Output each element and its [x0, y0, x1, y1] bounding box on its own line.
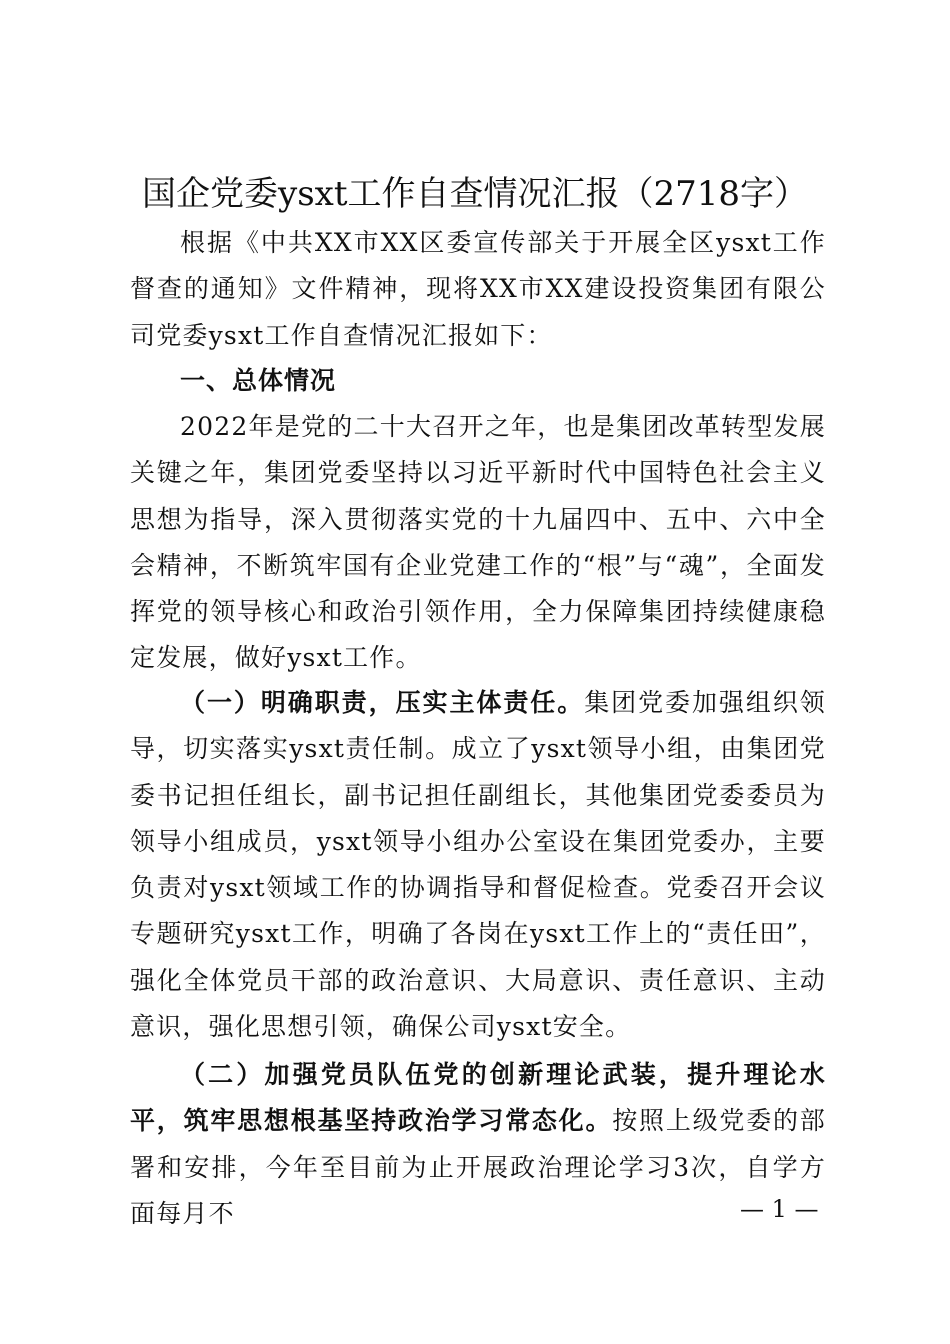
- item2-paragraph: [130, 1052, 826, 1237]
- section-heading-overview: 一、总体情况: [180, 366, 337, 395]
- intro-paragraph: 根据《中共XX市XX区委宣传部关于开展全区ysxt工作督查的通知》文件精神，现将XX市XX建设投资集团有限公司党委ysxt工作自查情况汇报如下：: [130, 228, 826, 350]
- document-title: 国企党委ysxt工作自查情况汇报（2718字）: [141, 174, 809, 214]
- item1-paragraph: [130, 680, 826, 1050]
- overview-paragraph: 2022年是党的二十大召开之年，也是集团改革转型发展关键之年，集团党委坚持以习近平新时代中国特色社会主义思想为指导，深入贯彻落实党的十九届四中、五中、六中全会精神，不断筑牢国有企业党建工作的“根”与“魂”，全面发挥党的领导核心和政治引领作用，全力保障集团持续健康稳定发展，做好ysxt工作。: [130, 412, 826, 673]
- item1-lead: （一）明确职责，压实主体责任。: [180, 688, 585, 717]
- item1-body: 集团党委加强组织领导，切实落实ysxt责任制。成立了ysxt领导小组，由集团党委书记担任组长，副书记担任副组长，其他集团党委委员为领导小组成员，ysxt领导小组办公室设在集团党委办，主要负责对ysxt领域工作的协调指导和督促检查。党委召开会议专题研究ysxt工作，明确了各岗在ysxt工作上的“责任田”，强化全体党员干部的政治意识、大局意识、责任意识、主动意识，强化思想引领，确保公司ysxt安全。: [130, 688, 826, 1042]
- page-number: — 1 —: [740, 1195, 819, 1223]
- item2-body: 按照上级党委的部署和安排，今年至目前为止开展政治理论学习3次，自学方面每月不: [130, 1106, 826, 1228]
- item2-lead: （二）加强党员队伍党的创新理论武装，提升理论水平，筑牢思想根基坚持政治学习常态化。: [130, 1060, 826, 1136]
